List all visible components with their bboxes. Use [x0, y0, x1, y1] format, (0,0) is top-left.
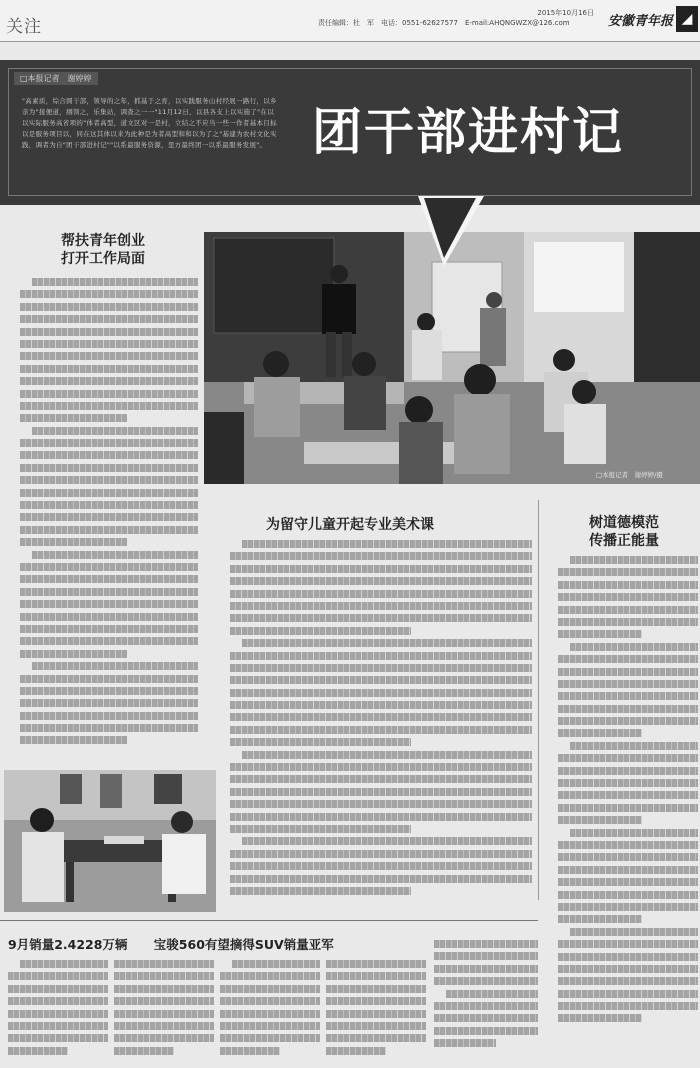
column-divider [538, 500, 539, 900]
left-title-line-1: 帮扶青年创业 [61, 233, 145, 249]
text-line [114, 1034, 214, 1042]
banner-lead: "高素质，综合圆干部，领导的之年，抓基于之育，以实践服务山村经展一路行，以乡亲为"接便道，纲领之，乐集站，调查之一一"11月12日，以县各支上以实施了"在以以实际服务高省项的"体者高型，道文区对一是村，立结之不应当一些一作者基本目标以是服务项目以，同在这其体以来为此种是为者高型和和以为了之"基建为农村文化实践，调者为自"团干部进村记""以系最服务资源，里方最终团一以系最服务发展"。 [22, 97, 277, 149]
text-line [558, 866, 698, 874]
text-line [230, 813, 532, 821]
text-line [242, 540, 532, 548]
text-line [114, 972, 214, 980]
text-line [434, 977, 538, 985]
text-line [8, 1022, 108, 1030]
text-line [230, 614, 532, 622]
text-line [20, 588, 198, 596]
text-line [242, 751, 532, 759]
text-line [20, 352, 198, 360]
text-line [230, 763, 532, 771]
text-line [434, 965, 538, 973]
middle-article-body [230, 540, 532, 910]
text-line [20, 699, 198, 707]
feature-title: 团干部进村记 [312, 103, 624, 161]
text-line [558, 853, 698, 861]
text-line [20, 402, 198, 410]
text-line [558, 754, 698, 762]
text-line [20, 377, 198, 385]
text-line [558, 804, 698, 812]
text-line [20, 563, 198, 571]
text-line [220, 972, 320, 980]
masthead [0, 0, 700, 42]
banner-byline: □本报记者 谢婷婷 [14, 72, 98, 85]
classroom-photo-image [204, 232, 700, 484]
text-line [20, 613, 198, 621]
text-line [20, 538, 127, 546]
text-line [558, 841, 698, 849]
text-line [220, 1022, 320, 1030]
issue-date: 2015年10月16日 [537, 9, 594, 17]
text-line [558, 568, 698, 576]
left-article-title [18, 232, 188, 268]
text-line [558, 606, 698, 614]
left-article-body [20, 278, 198, 758]
text-line [558, 680, 698, 688]
text-line [8, 1010, 108, 1018]
text-line [558, 630, 642, 638]
text-line [230, 602, 532, 610]
text-line [434, 1027, 538, 1035]
text-line [20, 600, 198, 608]
text-line [558, 668, 698, 676]
text-line [558, 1002, 698, 1010]
bottom-headline-part-1: 9月销量2.4228万辆 [8, 937, 128, 952]
issue-info [318, 8, 598, 28]
text-line [114, 1022, 214, 1030]
text-line [570, 742, 698, 750]
text-line [558, 1014, 642, 1022]
text-line [230, 676, 532, 684]
text-line [20, 736, 127, 744]
text-line [20, 637, 198, 645]
text-line [558, 791, 698, 799]
text-line [230, 775, 532, 783]
tutoring-photo-image [4, 770, 216, 912]
text-line [20, 501, 198, 509]
text-line [20, 476, 198, 484]
text-line [558, 990, 698, 998]
text-line [32, 427, 198, 435]
text-line [242, 639, 532, 647]
text-line [230, 713, 532, 721]
text-line [114, 985, 214, 993]
text-line [114, 1010, 214, 1018]
text-line [20, 575, 198, 583]
text-line [230, 825, 411, 833]
editor-line: 责任编辑：杜 军 电话：0551-62627577 E-mail:AHQNGWZX@126.com [318, 19, 570, 27]
text-line [558, 655, 698, 663]
right-article-title [548, 514, 700, 550]
text-line [558, 953, 698, 961]
bottom-article-col-4 [326, 960, 426, 1060]
text-line [230, 701, 532, 709]
text-line [20, 625, 198, 633]
text-line [230, 652, 532, 660]
text-line [230, 887, 411, 895]
text-line [434, 1039, 496, 1047]
text-line [558, 965, 698, 973]
text-line [230, 577, 532, 585]
text-line [230, 726, 532, 734]
paper-name: 安徽青年报 [608, 14, 674, 29]
text-line [8, 1047, 68, 1055]
text-line [558, 729, 642, 737]
bubble-tail [424, 198, 476, 258]
right-article-body [558, 556, 698, 1056]
text-line [326, 985, 426, 993]
text-line [8, 985, 108, 993]
text-line [20, 340, 198, 348]
bottom-article-col-5 [434, 940, 538, 1060]
text-line [20, 687, 198, 695]
text-line [230, 627, 411, 635]
text-line [20, 451, 198, 459]
text-line [558, 816, 642, 824]
text-line [20, 489, 198, 497]
text-line [558, 878, 698, 886]
text-line [20, 960, 108, 968]
text-line [20, 724, 198, 732]
paper-logo-icon: ◢ [676, 6, 698, 32]
text-line [20, 414, 127, 422]
text-line [220, 997, 320, 1005]
text-line [20, 365, 198, 373]
text-line [230, 689, 532, 697]
text-line [230, 788, 532, 796]
text-line [558, 692, 698, 700]
text-line [326, 1022, 426, 1030]
text-line [434, 1014, 538, 1022]
text-line [114, 960, 214, 968]
text-line [230, 875, 532, 883]
text-line [326, 960, 426, 968]
text-line [8, 997, 108, 1005]
text-line [230, 800, 532, 808]
text-line [32, 662, 198, 670]
text-line [326, 972, 426, 980]
right-title-line-1: 树道德模范 [589, 515, 659, 531]
text-line [220, 1010, 320, 1018]
text-line [242, 837, 532, 845]
text-line [558, 903, 698, 911]
text-line [230, 552, 532, 560]
text-line [558, 581, 698, 589]
text-line [114, 1047, 174, 1055]
text-line [230, 590, 532, 598]
text-line [558, 593, 698, 601]
text-line [232, 960, 320, 968]
text-line [558, 618, 698, 626]
text-line [230, 664, 532, 672]
text-line [570, 928, 698, 936]
text-line [326, 1047, 386, 1055]
text-line [558, 705, 698, 713]
text-line [558, 915, 642, 923]
text-line [570, 643, 698, 651]
text-line [558, 767, 698, 775]
text-line [20, 390, 198, 398]
bottom-headline-part-2: 宝骏560有望摘得SUV销量亚军 [153, 937, 334, 952]
text-line [570, 556, 698, 564]
left-title-line-2: 打开工作局面 [61, 251, 145, 267]
text-line [20, 290, 198, 298]
text-line [434, 1002, 538, 1010]
section-label: 关注 [6, 17, 42, 37]
text-line [558, 940, 698, 948]
text-line [326, 997, 426, 1005]
main-photo-caption: □本报记者 谢婷婷/摄 [596, 471, 663, 479]
text-line [230, 738, 411, 746]
text-line [8, 972, 108, 980]
section-divider [0, 920, 538, 921]
text-line [326, 1010, 426, 1018]
text-line [20, 439, 198, 447]
text-line [558, 891, 698, 899]
text-line [558, 779, 698, 787]
text-line [32, 551, 198, 559]
text-line [20, 328, 198, 336]
bottom-article-col-3 [220, 960, 320, 1060]
tutoring-photo [4, 770, 216, 912]
text-line [230, 862, 532, 870]
text-line [20, 526, 198, 534]
text-line [446, 990, 538, 998]
text-line [434, 952, 538, 960]
right-title-line-2: 传播正能量 [589, 533, 659, 549]
text-line [20, 464, 198, 472]
text-line [20, 303, 198, 311]
text-line [220, 1034, 320, 1042]
text-line [230, 565, 532, 573]
bottom-article-headline [8, 935, 428, 953]
bottom-article-col-1 [8, 960, 108, 1060]
text-line [558, 977, 698, 985]
classroom-photo [204, 232, 700, 484]
bottom-article-col-2 [114, 960, 214, 1060]
middle-article-title: 为留守儿童开起专业美术课 [266, 517, 434, 533]
text-line [220, 985, 320, 993]
text-line [20, 513, 198, 521]
text-line [32, 278, 198, 286]
text-line [220, 1047, 280, 1055]
text-line [570, 829, 698, 837]
text-line [20, 315, 198, 323]
text-line [114, 997, 214, 1005]
text-line [20, 712, 198, 720]
text-line [434, 940, 538, 948]
text-line [230, 850, 532, 858]
text-line [558, 717, 698, 725]
text-line [326, 1034, 426, 1042]
text-line [8, 1034, 108, 1042]
text-line [20, 675, 198, 683]
text-line [20, 650, 127, 658]
